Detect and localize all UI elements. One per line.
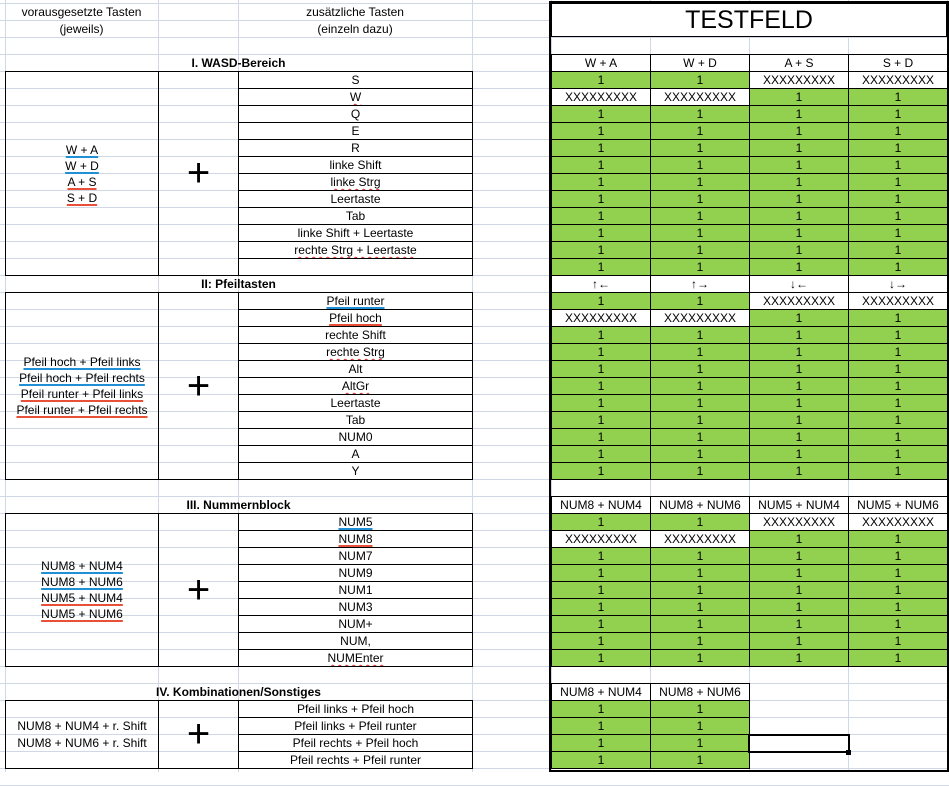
result-cell-ok[interactable]: 1	[749, 156, 849, 174]
result-cell-ok[interactable]: 1	[551, 122, 651, 140]
result-cell-ok[interactable]: 1	[848, 309, 948, 327]
result-cell-ok[interactable]: 1	[749, 360, 849, 378]
key-cell[interactable]	[238, 88, 473, 106]
key-label: Tab	[345, 413, 366, 427]
result-cell-ok[interactable]: 1	[551, 343, 651, 361]
result-column-header[interactable]: NUM8 + NUM4	[551, 496, 651, 514]
result-cell-ok[interactable]: 1	[749, 326, 849, 344]
plus-sign: +	[158, 71, 239, 276]
result-cell-ok[interactable]: 1	[551, 224, 651, 242]
result-column-header[interactable]: W + D	[650, 54, 750, 72]
result-cell-blocked[interactable]: XXXXXXXXX	[551, 530, 651, 548]
result-cell-ok[interactable]: 1	[551, 190, 651, 208]
combo-label: NUM5 + NUM4	[41, 591, 123, 605]
result-cell-ok[interactable]: 1	[848, 530, 948, 548]
combo-label: W + D	[65, 158, 99, 173]
key-label: linke Strg	[330, 175, 381, 189]
result-cell-ok[interactable]: 1	[848, 394, 948, 412]
result-cell-ok[interactable]: 1	[650, 105, 750, 123]
result-cell-ok[interactable]: 1	[650, 428, 750, 446]
result-cell-blocked[interactable]: XXXXXXXXX	[749, 71, 849, 89]
result-cell-ok[interactable]: 1	[749, 632, 849, 650]
key-cell[interactable]	[238, 734, 473, 752]
key-label: Q	[350, 107, 361, 121]
result-cell-ok[interactable]: 1	[551, 564, 651, 582]
key-label: NUM+	[338, 617, 373, 631]
result-cell-ok[interactable]: 1	[551, 649, 651, 667]
result-cell-ok[interactable]: 1	[650, 445, 750, 463]
key-cell[interactable]	[238, 241, 473, 259]
key-label: R	[351, 141, 360, 155]
result-cell-ok[interactable]: 1	[650, 598, 750, 616]
result-column-header[interactable]: NUM8 + NUM6	[650, 496, 750, 514]
result-cell-ok[interactable]: 1	[749, 581, 849, 599]
key-label: Pfeil links + Pfeil hoch	[296, 702, 415, 716]
result-cell-ok[interactable]: 1	[749, 445, 849, 463]
result-cell-ok[interactable]: 1	[650, 360, 750, 378]
result-column-header[interactable]: NUM8 + NUM4	[551, 683, 651, 701]
key-cell[interactable]	[238, 751, 473, 769]
combo-list	[16, 354, 147, 418]
result-cell-blocked[interactable]: XXXXXXXXX	[551, 88, 651, 106]
result-cell-ok[interactable]: 1	[650, 326, 750, 344]
result-cell-ok[interactable]: 1	[749, 462, 849, 480]
result-cell-ok[interactable]: 1	[551, 717, 651, 735]
result-cell-ok[interactable]: 1	[551, 241, 651, 259]
result-cell-ok[interactable]: 1	[551, 258, 651, 276]
result-cell-ok[interactable]: 1	[848, 649, 948, 667]
combo-label: S + D	[66, 190, 98, 205]
result-cell-ok[interactable]: 1	[551, 105, 651, 123]
testfeld-frame	[549, 1, 949, 772]
combo-label: W + A	[65, 142, 99, 157]
result-column-header[interactable]: S + D	[848, 54, 948, 72]
plus-sign: +	[158, 700, 239, 769]
result-cell-ok[interactable]: 1	[749, 598, 849, 616]
result-column-header[interactable]: ↓←	[749, 275, 849, 293]
result-cell-ok[interactable]: 1	[551, 700, 651, 718]
result-cell-ok[interactable]: 1	[848, 428, 948, 446]
header-prerequisite-keys: vorausgesetzte Tasten	[21, 4, 142, 19]
key-label: NUM3	[338, 600, 373, 614]
key-label: NUM8	[338, 532, 373, 546]
result-cell-ok[interactable]: 1	[848, 445, 948, 463]
key-cell[interactable]	[238, 190, 473, 208]
plus-sign: +	[158, 292, 239, 480]
key-label: NUMEnter	[327, 651, 384, 665]
key-cell[interactable]	[238, 360, 473, 378]
result-cell-ok[interactable]: 1	[650, 547, 750, 565]
active-cell-selection[interactable]	[748, 734, 850, 753]
result-cell-ok[interactable]: 1	[551, 632, 651, 650]
combo-label: Pfeil runter + Pfeil rechts	[16, 403, 148, 417]
result-cell-ok[interactable]: 1	[848, 207, 948, 225]
result-cell-ok[interactable]: 1	[551, 156, 651, 174]
key-label: rechte Strg + Leertaste	[294, 243, 417, 257]
result-cell-ok[interactable]: 1	[650, 241, 750, 259]
result-cell-ok[interactable]: 1	[848, 360, 948, 378]
key-label: Pfeil rechts + Pfeil hoch	[292, 736, 419, 750]
result-cell-ok[interactable]: 1	[749, 394, 849, 412]
result-cell-ok[interactable]: 1	[551, 751, 651, 769]
key-cell[interactable]	[238, 71, 473, 89]
result-cell-ok[interactable]: 1	[848, 241, 948, 259]
result-cell-ok[interactable]: 1	[749, 88, 849, 106]
key-cell[interactable]	[238, 411, 473, 429]
key-cell[interactable]	[238, 105, 473, 123]
combo-label: Pfeil hoch + Pfeil links	[23, 355, 141, 369]
key-cell[interactable]	[238, 224, 473, 242]
result-cell-ok[interactable]: 1	[650, 462, 750, 480]
result-cell-ok[interactable]: 1	[551, 326, 651, 344]
selection-fill-handle[interactable]	[846, 750, 851, 755]
key-cell[interactable]	[238, 156, 473, 174]
result-cell-ok[interactable]: 1	[749, 343, 849, 361]
result-cell-blocked[interactable]: XXXXXXXXX	[650, 530, 750, 548]
key-cell[interactable]	[238, 173, 473, 191]
result-cell-ok[interactable]: 1	[551, 513, 651, 531]
key-label: A	[351, 447, 360, 461]
result-cell-ok[interactable]: 1	[848, 224, 948, 242]
result-cell-ok[interactable]: 1	[650, 258, 750, 276]
key-cell[interactable]	[238, 649, 473, 667]
result-cell-ok[interactable]: 1	[749, 122, 849, 140]
key-cell[interactable]	[238, 377, 473, 395]
result-cell-ok[interactable]: 1	[749, 309, 849, 327]
key-label: S	[351, 73, 360, 87]
result-cell-blocked[interactable]: XXXXXXXXX	[749, 292, 849, 310]
result-cell-ok[interactable]: 1	[551, 428, 651, 446]
prerequisite-combos-cell[interactable]	[5, 700, 159, 769]
result-cell-ok[interactable]: 1	[650, 632, 750, 650]
result-cell-blocked[interactable]: XXXXXXXXX	[650, 88, 750, 106]
result-cell-ok[interactable]: 1	[551, 377, 651, 395]
result-cell-ok[interactable]: 1	[848, 581, 948, 599]
result-cell-ok[interactable]: 1	[749, 224, 849, 242]
result-cell-ok[interactable]: 1	[848, 632, 948, 650]
result-cell-ok[interactable]: 1	[650, 292, 750, 310]
combo-label: Pfeil hoch + Pfeil rechts	[19, 371, 145, 385]
section-title: III. Nummernblock	[186, 497, 291, 512]
result-cell-ok[interactable]: 1	[749, 258, 849, 276]
result-cell-blocked[interactable]: XXXXXXXXX	[848, 513, 948, 531]
result-cell-ok[interactable]: 1	[749, 105, 849, 123]
result-cell-ok[interactable]: 1	[650, 71, 750, 89]
result-cell-ok[interactable]: 1	[551, 445, 651, 463]
section-title: II: Pfeiltasten	[201, 276, 276, 291]
key-label: Alt	[348, 362, 363, 376]
result-cell-ok[interactable]: 1	[749, 190, 849, 208]
result-cell-ok[interactable]: 1	[650, 224, 750, 242]
key-label: NUM7	[338, 549, 373, 563]
key-cell[interactable]	[238, 326, 473, 344]
result-cell-ok[interactable]: 1	[650, 173, 750, 191]
combo-list	[65, 142, 99, 206]
result-cell-ok[interactable]: 1	[749, 139, 849, 157]
result-cell-ok[interactable]: 1	[650, 377, 750, 395]
key-cell[interactable]	[238, 717, 473, 735]
prerequisite-combos-cell[interactable]	[5, 292, 159, 480]
result-column-header[interactable]: NUM5 + NUM4	[749, 496, 849, 514]
result-column-header[interactable]: A + S	[749, 54, 849, 72]
section-title: I. WASD-Bereich	[191, 55, 286, 70]
result-cell-ok[interactable]: 1	[650, 156, 750, 174]
result-cell-ok[interactable]: 1	[848, 564, 948, 582]
key-cell[interactable]	[238, 445, 473, 463]
result-cell-ok[interactable]: 1	[848, 139, 948, 157]
key-label: Pfeil hoch	[329, 311, 382, 325]
header-additional-keys-sub: (einzeln dazu)	[317, 21, 393, 36]
key-cell[interactable]	[238, 343, 473, 361]
result-cell-ok[interactable]: 1	[848, 462, 948, 480]
result-cell-ok[interactable]: 1	[749, 547, 849, 565]
result-column-header[interactable]: ↓→	[848, 275, 948, 293]
result-column-header[interactable]: W + A	[551, 54, 651, 72]
result-cell-ok[interactable]: 1	[848, 122, 948, 140]
result-cell-blocked[interactable]: XXXXXXXXX	[749, 513, 849, 531]
key-label: E	[351, 124, 360, 138]
key-cell[interactable]	[238, 122, 473, 140]
result-cell-ok[interactable]: 1	[650, 513, 750, 531]
key-cell[interactable]	[238, 530, 473, 548]
result-cell-blocked[interactable]: XXXXXXXXX	[848, 292, 948, 310]
result-cell-ok[interactable]: 1	[848, 190, 948, 208]
result-cell-ok[interactable]: 1	[848, 411, 948, 429]
result-cell-ok[interactable]: 1	[551, 360, 651, 378]
result-cell-ok[interactable]: 1	[551, 734, 651, 752]
result-cell-ok[interactable]: 1	[551, 139, 651, 157]
key-label: Pfeil rechts + Pfeil runter	[289, 753, 422, 767]
key-cell[interactable]	[238, 207, 473, 225]
result-cell-ok[interactable]: 1	[551, 581, 651, 599]
result-cell-ok[interactable]: 1	[749, 615, 849, 633]
combo-list	[41, 558, 123, 622]
result-cell-ok[interactable]: 1	[650, 411, 750, 429]
result-cell-ok[interactable]: 1	[650, 564, 750, 582]
result-cell-ok[interactable]: 1	[848, 88, 948, 106]
key-cell[interactable]	[238, 581, 473, 599]
key-label: Leertaste	[330, 396, 381, 410]
combo-label: NUM8 + NUM6 + r. Shift	[17, 735, 147, 750]
key-cell[interactable]	[238, 700, 473, 718]
result-cell-ok[interactable]: 1	[848, 105, 948, 123]
key-label: linke Shift + Leertaste	[297, 226, 414, 240]
key-label: Leertaste	[330, 192, 381, 206]
result-cell-ok[interactable]: 1	[848, 258, 948, 276]
key-label: NUM0	[338, 430, 373, 444]
result-cell-ok[interactable]: 1	[749, 411, 849, 429]
result-cell-ok[interactable]: 1	[650, 139, 750, 157]
section-title: IV. Kombinationen/Sonstiges	[156, 684, 321, 699]
result-cell-ok[interactable]: 1	[650, 615, 750, 633]
key-cell[interactable]	[238, 428, 473, 446]
result-column-header[interactable]: NUM8 + NUM6	[650, 683, 750, 701]
result-cell-ok[interactable]: 1	[551, 411, 651, 429]
result-cell-ok[interactable]: 1	[749, 173, 849, 191]
result-column-header[interactable]: NUM5 + NUM6	[848, 496, 948, 514]
result-cell-ok[interactable]: 1	[551, 462, 651, 480]
key-cell[interactable]	[238, 598, 473, 616]
key-cell[interactable]	[238, 513, 473, 531]
key-label: linke Shift	[329, 158, 382, 172]
header-additional-keys: zusätzliche Tasten	[306, 4, 404, 19]
prerequisite-combos-cell[interactable]	[5, 513, 159, 667]
result-cell-ok[interactable]: 1	[848, 547, 948, 565]
result-cell-ok[interactable]: 1	[749, 564, 849, 582]
result-cell-ok[interactable]: 1	[848, 173, 948, 191]
result-cell-blocked[interactable]: XXXXXXXXX	[551, 309, 651, 327]
result-cell-ok[interactable]: 1	[749, 241, 849, 259]
testfeld-title: TESTFELD	[551, 3, 947, 37]
key-label: Pfeil runter	[326, 294, 385, 308]
result-cell-ok[interactable]: 1	[650, 394, 750, 412]
result-cell-ok[interactable]: 1	[551, 292, 651, 310]
combo-label: Pfeil runter + Pfeil links	[20, 387, 144, 401]
result-cell-ok[interactable]: 1	[551, 547, 651, 565]
result-cell-ok[interactable]: 1	[848, 326, 948, 344]
key-label: Tab	[345, 209, 366, 223]
result-cell-ok[interactable]: 1	[650, 122, 750, 140]
result-cell-ok[interactable]: 1	[848, 377, 948, 395]
result-cell-ok[interactable]: 1	[848, 615, 948, 633]
key-label: NUM,	[340, 634, 371, 648]
result-cell-ok[interactable]: 1	[650, 649, 750, 667]
result-cell-blocked[interactable]: XXXXXXXXX	[848, 71, 948, 89]
result-column-header[interactable]: ↑→	[650, 275, 750, 293]
plus-sign: +	[158, 513, 239, 667]
result-cell-ok[interactable]: 1	[848, 598, 948, 616]
result-cell-ok[interactable]: 1	[551, 71, 651, 89]
key-label: rechte Shift	[325, 328, 386, 342]
result-cell-ok[interactable]: 1	[749, 428, 849, 446]
result-cell-ok[interactable]: 1	[749, 207, 849, 225]
header-prerequisite-keys-sub: (jeweils)	[59, 21, 104, 36]
key-cell[interactable]	[238, 547, 473, 565]
key-cell[interactable]	[238, 139, 473, 157]
result-cell-ok[interactable]: 1	[551, 598, 651, 616]
result-cell-ok[interactable]: 1	[650, 207, 750, 225]
result-cell-ok[interactable]: 1	[749, 649, 849, 667]
result-cell-ok[interactable]: 1	[551, 207, 651, 225]
key-label: NUM9	[338, 566, 373, 580]
key-cell[interactable]	[238, 309, 473, 327]
combo-label: A + S	[67, 174, 97, 189]
result-cell-ok[interactable]: 1	[848, 156, 948, 174]
key-cell[interactable]	[238, 615, 473, 633]
prerequisite-combos-cell[interactable]	[5, 71, 159, 276]
result-cell-ok[interactable]: 1	[551, 615, 651, 633]
key-label: Y	[351, 464, 360, 478]
result-cell-ok[interactable]: 1	[650, 717, 750, 735]
key-cell[interactable]	[238, 292, 473, 310]
result-cell-ok[interactable]: 1	[551, 394, 651, 412]
key-label: rechte Strg	[326, 345, 385, 359]
combo-list	[17, 718, 146, 752]
combo-label: NUM8 + NUM4 + r. Shift	[17, 718, 147, 733]
key-cell[interactable]	[238, 258, 473, 276]
result-cell-ok[interactable]: 1	[650, 581, 750, 599]
combo-label: NUM8 + NUM4	[41, 559, 123, 573]
result-cell-ok[interactable]: 1	[749, 530, 849, 548]
combo-label: NUM8 + NUM6	[41, 575, 123, 589]
key-cell[interactable]	[238, 632, 473, 650]
result-cell-blocked[interactable]: XXXXXXXXX	[650, 309, 750, 327]
key-label: NUM1	[338, 583, 373, 597]
key-cell[interactable]	[238, 462, 473, 480]
result-cell-ok[interactable]: 1	[650, 343, 750, 361]
result-cell-ok[interactable]: 1	[650, 734, 750, 752]
key-label: AltGr	[341, 379, 370, 393]
key-cell[interactable]	[238, 394, 473, 412]
combo-label: NUM5 + NUM6	[41, 607, 123, 621]
result-cell-ok[interactable]: 1	[848, 343, 948, 361]
key-label: NUM5	[338, 515, 373, 529]
key-label: Pfeil links + Pfeil runter	[294, 719, 417, 733]
key-label: W	[349, 90, 362, 104]
key-cell[interactable]	[238, 564, 473, 582]
result-cell-ok[interactable]: 1	[749, 377, 849, 395]
result-cell-ok[interactable]: 1	[650, 190, 750, 208]
result-cell-ok[interactable]: 1	[650, 751, 750, 769]
result-cell-ok[interactable]: 1	[650, 700, 750, 718]
result-column-header[interactable]: ↑←	[551, 275, 651, 293]
result-cell-ok[interactable]: 1	[551, 173, 651, 191]
